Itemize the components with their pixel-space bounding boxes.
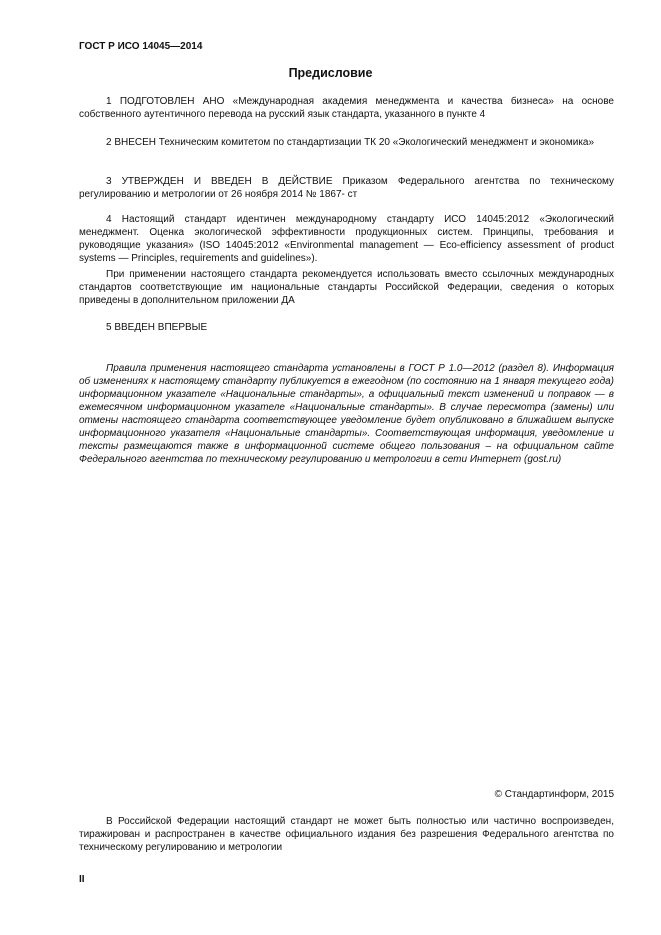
foreword-item-5: 5 ВВЕДЕН ВПЕРВЫЕ — [106, 322, 208, 333]
page-title: Предисловие — [288, 66, 373, 80]
foreword-item-4: 4 Настоящий стандарт идентичен международному стандарту ИСО 14045:2012 «Экологический менеджмент. Оценка экологической эффективности продукционных систем. Принципы, требования и руководящие указания» (ISO 14045:2012 «Environmental management — Eco-efficiency assessment of product systems — Principles, requirements and guidelines»). — [79, 214, 614, 264]
foreword-item-3: 3 УТВЕРЖДЕН И ВВЕДЕН В ДЕЙСТВИЕ Приказом Федерального агентства по техническому регулированию и метрологии от 26 ноября 2014 № 1867- ст — [79, 176, 614, 200]
foreword-item-4-note: При применении настоящего стандарта рекомендуется использовать вместо ссылочных международных стандартов соответствующие им национальные стандарты Российской Федерации, сведения о которых приведены в дополнительном приложении ДА — [79, 269, 614, 306]
document-number-header: ГОСТ Р ИСО 14045—2014 — [79, 41, 203, 52]
page-number: II — [79, 874, 85, 885]
foreword-item-2: 2 ВНЕСЕН Техническим комитетом по стандартизации ТК 20 «Экологический менеджмент и экономика» — [106, 137, 595, 148]
copyright-notice: © Стандартинформ, 2015 — [494, 789, 614, 800]
rules-notice: Правила применения настоящего стандарта установлены в ГОСТ Р 1.0—2012 (раздел 8). Информация об изменениях к настоящему стандарту публикуется в ежегодном (по состоянию на 1 января текущего года) информационном указателе «Национальные стандарты», а официальный текст изменений и поправок — в ежемесячном информационном указателе «Национальные стандарты». В случае пересмотра (замены) или отмены настоящего стандарта соответствующее уведомление будет опубликовано в ближайшем выпуске информационного указателя «Национальные стандарты». Соответствующая информация, уведомление и тексты размещаются также в информационной системе общего пользования – на официальном сайте Федерального агентства по техническому регулированию и метрологии в сети Интернет (gost.ru) — [79, 363, 614, 465]
foreword-item-1: 1 ПОДГОТОВЛЕН АНО «Международная академия менеджмента и качества бизнеса» на основе собственного аутентичного перевода на русский язык стандарта, указанного в пункте 4 — [79, 96, 614, 120]
reproduction-notice: В Российской Федерации настоящий стандарт не может быть полностью или частично воспроизведен, тиражирован и распространен в качестве официального издания без разрешения Федерального агентства по техническому регулированию и метрологии — [79, 816, 614, 853]
